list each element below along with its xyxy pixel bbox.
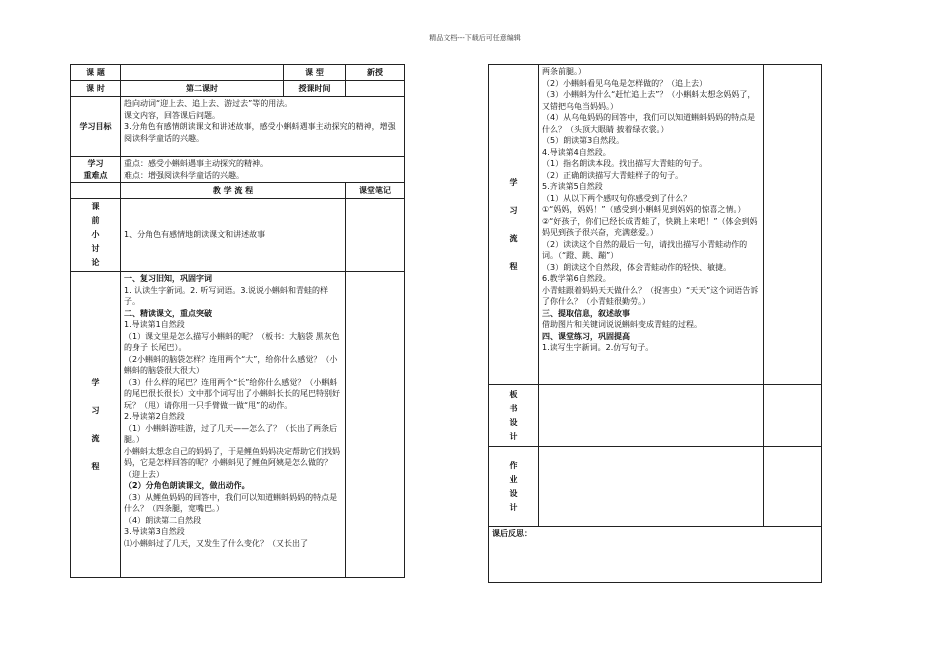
period-value: 第二课时 <box>121 81 284 97</box>
flow-line: （4）从乌龟妈妈的回答中，我们可以知道蝌蚪妈妈的特点是什么？（头顶大眼睛 披着绿衣裳。） <box>542 113 756 134</box>
pre-notes <box>346 199 405 272</box>
label-char: 作 <box>509 460 518 470</box>
flow-label-right <box>489 65 539 385</box>
reflection-cell <box>489 527 822 583</box>
flow-line: 3.导读第3自然段 <box>124 527 185 536</box>
flow-line: ⑴小蝌蚪过了几天，又发生了什么变化？（又长出了 <box>124 538 308 548</box>
key-point-line: 重点：感受小蝌蚪遇事主动探究的精神。 <box>124 159 268 168</box>
flow-line: 2.导读第2自然段 <box>124 412 185 421</box>
flow-line: 借助图片和关键词说说蝌蚪变成青蛙的过程。 <box>542 320 702 329</box>
blank-corner <box>71 183 121 199</box>
homework-design-label <box>489 447 539 527</box>
label-char: 流 <box>91 433 100 443</box>
flow-notes-left <box>346 272 405 578</box>
flow-line: 1. 认读生字新词。2. 听写词语。3.说说小蝌蚪和青蛙的样子。 <box>124 285 328 306</box>
board-design-notes <box>764 385 822 447</box>
label-char: 设 <box>509 417 518 427</box>
flow-line: （4）朗读第二自然段 <box>124 515 202 525</box>
flow-content-left <box>121 272 346 578</box>
key-points-label <box>71 157 121 183</box>
flow-line: 6.教学第6自然段。 <box>542 274 611 283</box>
goal-line: 课文内容，回答课后问题。 <box>124 110 220 120</box>
flow-line: （1）课文里是怎么描写小蝌蚪的呢？（板书：大脑袋 黑灰色的身子 长尾巴）。 <box>124 331 340 352</box>
flow-line: （3）从鲤鱼妈妈的回答中，我们可以知道蝌蚪妈妈的特点是什么？（四条腿，宽嘴巴。） <box>124 492 338 513</box>
flow-line: （5）朗读第3自然段。 <box>542 136 625 145</box>
flow-line: 小蝌蚪太想念自己的妈妈了，于是鲤鱼妈妈决定帮助它们找妈妈，它是怎样回答的呢？小蝌蚪见了鲤鱼阿姨是怎么做的？（迎上去） <box>124 446 340 479</box>
label-char: 习 <box>91 405 100 415</box>
label-char: 计 <box>509 431 518 441</box>
label-char: 业 <box>509 474 518 484</box>
label-char: 板 <box>509 389 518 399</box>
flow-line: （3）朗读这个自然段，体会青蛙动作的轻快、敏捷。 <box>542 262 732 272</box>
label-char: 学 <box>91 377 100 387</box>
time-value <box>346 81 405 97</box>
homework-design-cell <box>539 447 764 527</box>
flow-header: 教 学 流 程 <box>121 183 346 199</box>
flow-line: ②“好孩子，你们已经长成青蛙了，快跳上来吧！”（体会到妈妈见到孩子很兴奋，充满慈爱。） <box>542 216 758 237</box>
flow-line: （2）读读这个自然的最后一句，请找出描写小青蛙动作的词。（“蹬、跳、蹦”） <box>542 239 748 260</box>
label-char: 论 <box>91 258 100 267</box>
board-design-label <box>489 385 539 447</box>
label-char: 前 <box>91 216 100 225</box>
flow-line: 四、课堂练习，巩固提高 <box>542 331 630 341</box>
label-char: 讨 <box>91 244 100 253</box>
goals-label: 学习目标 <box>71 97 121 157</box>
flow-line: 1.读写生字新词。2.仿写句子。 <box>542 343 654 352</box>
flow-line: （2）小蝌蚪看见乌龟是怎样做的？（追上去） <box>542 78 708 88</box>
label-char: 计 <box>509 502 518 512</box>
goal-line: 趋向动词“迎上去、追上去、游过去”等的用法。 <box>124 99 293 108</box>
lesson-value <box>121 65 284 81</box>
flow-line: （2小蝌蚪的脑袋怎样？连用两个“大”，给你什么感觉？（小蝌蚪的脑袋很大很大） <box>124 354 338 375</box>
label-char: 程 <box>509 261 518 271</box>
reflection-label: 课后反思： <box>492 529 532 538</box>
type-value: 新授 <box>346 65 405 81</box>
label-char: 小 <box>91 230 100 239</box>
flow-line: （1）指名朗读本段。找出描写大青蛙的句子。 <box>542 159 708 168</box>
board-design-cell <box>539 385 764 447</box>
label-char: 程 <box>91 461 100 471</box>
flow-label <box>71 272 121 578</box>
lesson-plan-table-left <box>70 64 405 578</box>
header-note: 精品文档---下载后可任意编辑 <box>429 34 521 42</box>
label-char: 书 <box>509 403 518 413</box>
flow-line: 三、提取信息，叙述故事 <box>542 308 630 318</box>
label-char: 习 <box>509 205 518 215</box>
lesson-label: 课 题 <box>71 65 121 81</box>
flow-line: 4.导读第4自然段。 <box>542 147 611 157</box>
pre-discussion-text: 1、分角色有感情地朗读课文和讲述故事 <box>121 199 346 272</box>
goals-cell <box>121 97 405 157</box>
flow-line: （2）分角色朗读课文，做出动作。 <box>124 481 250 490</box>
flow-content-right <box>539 65 764 385</box>
period-label: 课 时 <box>71 81 121 97</box>
flow-line: 5.齐读第5自然段 <box>542 182 603 191</box>
type-label: 课 型 <box>284 65 346 81</box>
flow-notes-right <box>764 65 822 385</box>
homework-design-notes <box>764 447 822 527</box>
flow-line: （1）从以下两个感叹句你感受到了什么？ <box>542 193 692 203</box>
flow-line: 两条前腿。） <box>542 67 586 76</box>
flow-line: （1）小蝌蚪游哇游，过了几天——怎么了？（长出了两条后腿。） <box>124 423 338 444</box>
time-label: 授课时间 <box>284 81 346 97</box>
key-label-line: 重难点 <box>83 170 108 180</box>
label-char: 流 <box>509 233 518 243</box>
goal-line: 3.分角色有感情朗读课文和讲述故事，感受小蝌蚪遇事主动探究的精神，增强阅读科学童话的兴趣。 <box>124 122 396 143</box>
flow-line: 小青蛙跟着妈妈天天做什么？（捉害虫）“天天”这个词语告诉了你什么？（小青蛙很勤劳。） <box>542 285 759 306</box>
key-label-line: 学习 <box>87 159 104 168</box>
lesson-plan-table-right <box>488 64 822 583</box>
flow-line: 1.导读第1自然段 <box>124 320 185 329</box>
label-char: 设 <box>509 488 518 498</box>
pre-discussion-label <box>71 199 121 272</box>
flow-line: ①“妈妈，妈妈！”（感受到小蝌蚪见到妈妈的惊喜之情。） <box>542 205 746 214</box>
label-char: 课 <box>91 202 100 211</box>
key-points-cell <box>121 157 405 183</box>
flow-line: 一、复习旧知，巩固字词 <box>124 274 212 283</box>
flow-line: （2）正确朗读描写大青蛙样子的句子。 <box>542 170 684 180</box>
flow-line: 二、精读课文，重点突破 <box>124 308 212 318</box>
key-point-line: 难点：增强阅读科学童话的兴趣。 <box>124 170 244 180</box>
notes-header: 课堂笔记 <box>346 183 405 199</box>
flow-line: （3）小蝌蚪为什么“赶忙追上去”？（小蝌蚪太想念妈妈了，又错把乌龟当妈妈。） <box>542 90 756 111</box>
flow-line: （3）什么样的尾巴？连用两个“长”给你什么感觉？（小蝌蚪的尾巴很长很长）文中那个词写出了小蝌蚪长长的尾巴特别好玩？（甩）请你用一只手臂做一做“甩”的动作。 <box>124 377 340 410</box>
label-char: 学 <box>509 177 518 187</box>
